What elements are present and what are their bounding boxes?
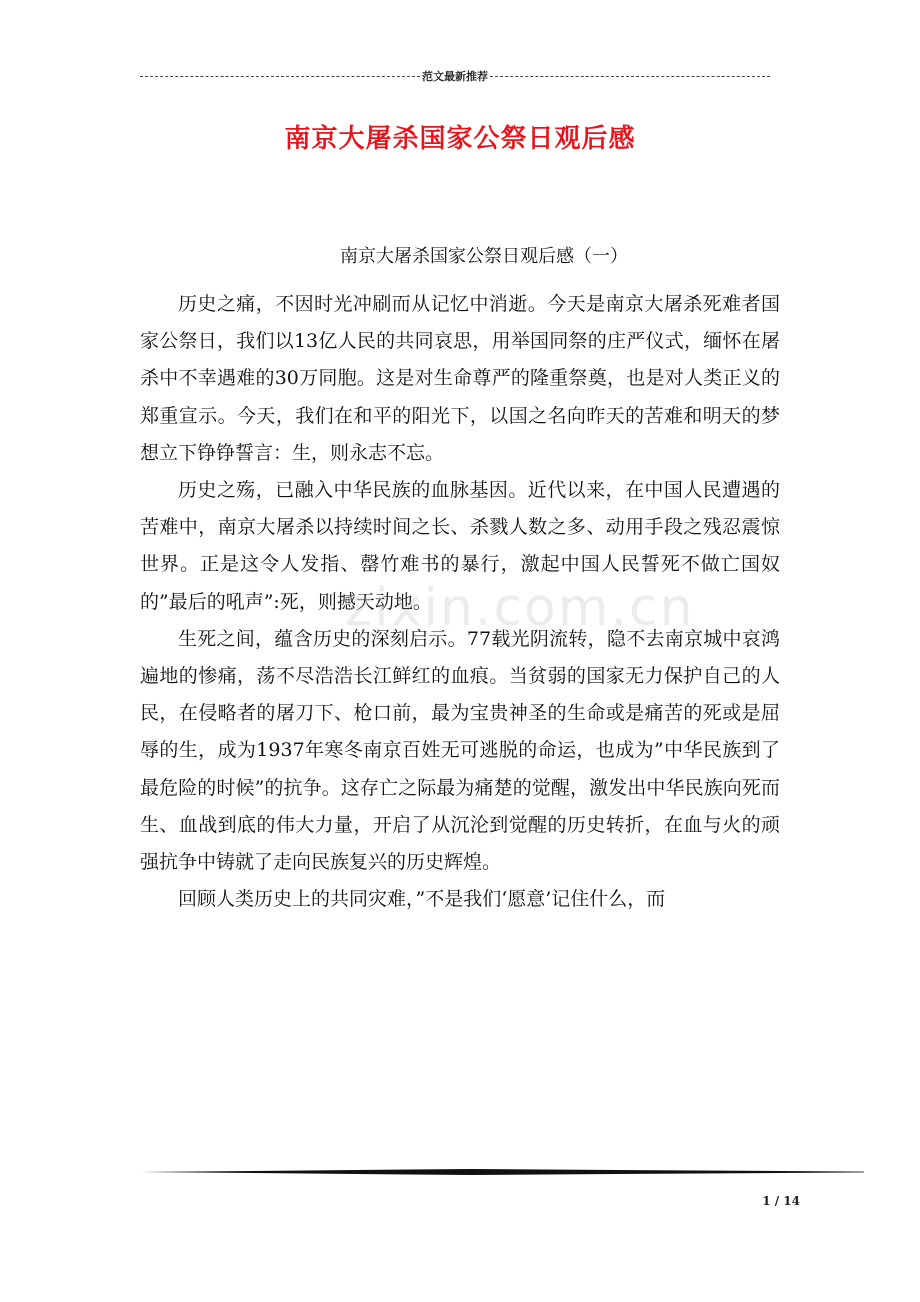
document-subtitle: 南京大屠杀国家公祭日观后感（一） xyxy=(340,246,628,267)
document-body xyxy=(140,286,780,918)
paragraph-1: 历史之痛，不因时光冲刷而从记忆中消逝。今天是南京大屠杀死难者国家公祭日，我们以13亿人民的共同哀思，用举国同祭的庄严仪式，缅怀在屠杀中不幸遇难的30万同胞。这是对生命尊严的隆重祭奠，也是对人类正义的郑重宣示。今天，我们在和平的阳光下，以国之名向昨天的苦难和明天的梦想立下铮铮誓言：生，则永志不忘。 xyxy=(140,293,780,464)
document-title: 南京大屠杀国家公祭日观后感 xyxy=(284,124,636,154)
watermark: zixin.com.cn xyxy=(345,578,695,638)
page-number: 1 / 14 xyxy=(762,1194,800,1208)
paragraph-3: 生死之间，蕴含历史的深刻启示。77载光阴流转，隐不去南京城中哀鸿遍地的惨痛，荡不尽浩浩长江鲜红的血痕。当贫弱的国家无力保护自己的人民，在侵略者的屠刀下、枪口前，最为宝贵神圣的生命或是痛苦的死或是屈辱的生，成为1937年寒冬南京百姓无可逃脱的命运，也成为”中华民族到了最危险的时候”的抗争。这存亡之际最为痛楚的觉醒，激发出中华民族向死而生、血战到底的伟大力量，开启了从沉沦到觉醒的历史转折，在血与火的顽强抗争中铸就了走向民族复兴的历史辉煌。 xyxy=(140,627,780,874)
footer-rule xyxy=(140,1169,864,1175)
header-dash-right xyxy=(490,76,770,77)
header-label: 范文最新推荐 xyxy=(422,70,488,83)
paragraph-4: 回顾人类历史上的共同灾难，”不是我们‘愿意’记住什么，而 xyxy=(178,888,666,911)
paragraph-2: 历史之殇，已融入中华民族的血脉基因。近代以来，在中国人民遭遇的苦难中，南京大屠杀以持续时间之长、杀戮人数之多、动用手段之残忍震惊世界。正是这令人发指、罄竹难书的暴行，激起中国人民誓死不做亡国奴的”最后的吼声”:死，则撼天动地。 xyxy=(140,479,780,613)
page-header xyxy=(140,68,770,84)
header-dash-left xyxy=(140,76,420,77)
